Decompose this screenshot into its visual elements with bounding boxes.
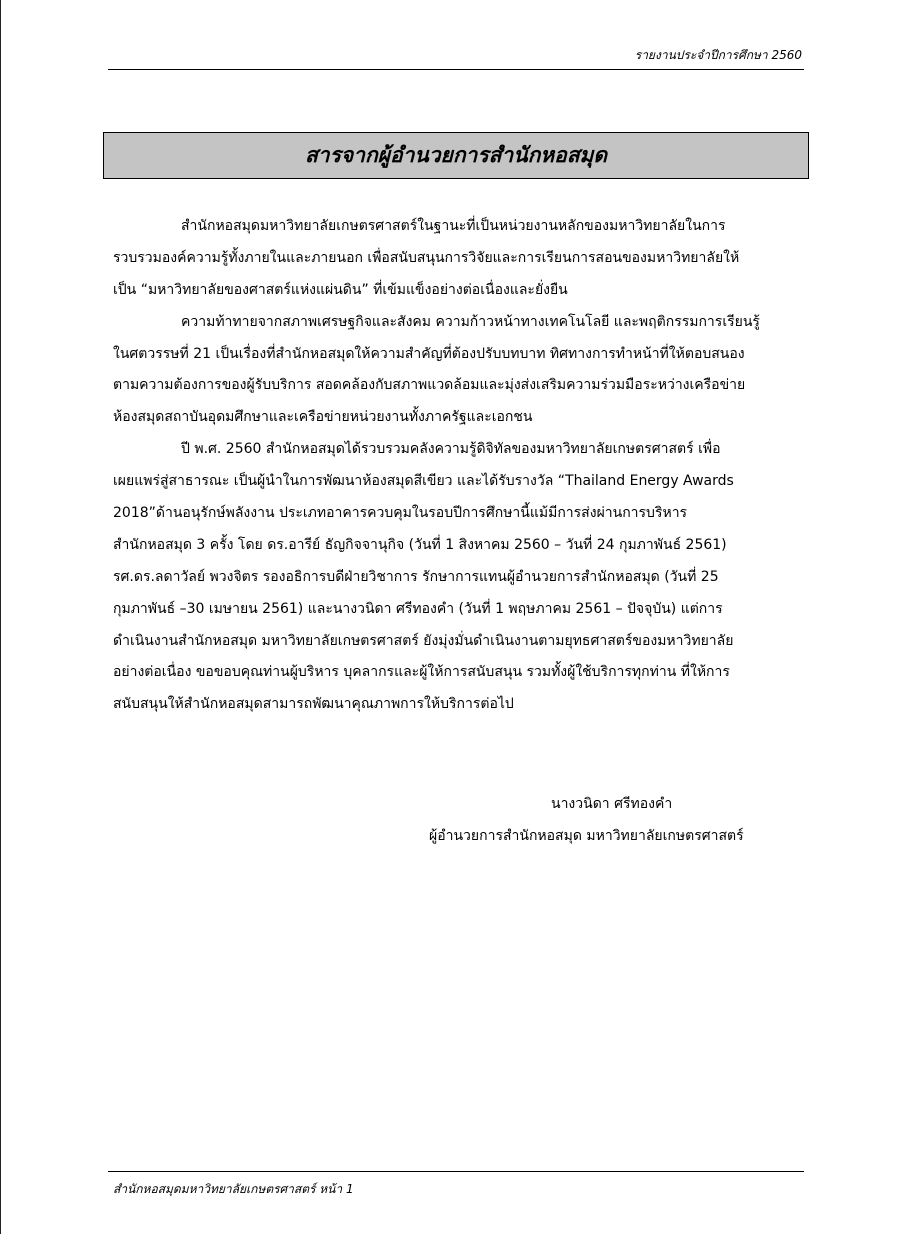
paragraph-line: สนับสนุนให้สำนักหอสมุดสามารถพัฒนาคุณภาพการให้บริการต่อไป bbox=[113, 696, 514, 713]
paragraph-line: ห้องสมุดสถาบันอุดมศึกษาและเครือข่ายหน่วยงานทั้งภาครัฐและเอกชน bbox=[113, 409, 533, 426]
paragraph-line: ดำเนินงานสำนักหอสมุด มหาวิทยาลัยเกษตรศาสตร์ ยังมุ่งมั่นดำเนินงานตามยุทธศาสตร์ของมหาวิทยาลัย bbox=[113, 632, 734, 649]
paragraph-line: รศ.ดร.ลดาวัลย์ พวงจิตร รองอธิการบดีฝ่ายวิชาการ รักษาการแทนผู้อำนวยการสำนักหอสมุด (วันที่ 25 bbox=[113, 568, 719, 585]
header-divider bbox=[108, 69, 804, 70]
page-left-edge bbox=[0, 0, 1, 1234]
running-footer: สำนักหอสมุดมหาวิทยาลัยเกษตรศาสตร์ หน้า 1 bbox=[113, 1182, 354, 1196]
paragraph-line: สำนักหอสมุดมหาวิทยาลัยเกษตรศาสตร์ในฐานะที่เป็นหน่วยงานหลักของมหาวิทยาลัยในการ bbox=[181, 218, 726, 234]
paragraph-line: ในศตวรรษที่ 21 เป็นเรื่องที่สำนักหอสมุดให้ความสำคัญที่ต้องปรับบทบาท ทิศทางการทำหน้าที่ให้ตอบสนอง bbox=[113, 345, 745, 362]
message-body bbox=[113, 211, 801, 721]
signatory-position: ผู้อำนวยการสำนักหอสมุด มหาวิทยาลัยเกษตรศาสตร์ bbox=[429, 828, 744, 844]
paragraph-line: ตามความต้องการของผู้รับบริการ สอดคล้องกับสภาพแวดล้อมและมุ่งส่งเสริมความร่วมมือระหว่างเครือข่าย bbox=[113, 377, 746, 394]
paragraph-line: อย่างต่อเนื่อง ขอขอบคุณท่านผู้บริหาร บุคลากรและผู้ให้การสนับสนุน รวมทั้งผู้ใช้บริการทุกท่าน ที่ให้การ bbox=[113, 664, 730, 681]
paragraph-line: ปี พ.ศ. 2560 สำนักหอสมุดได้รวบรวมคลังความรู้ดิจิทัลของมหาวิทยาลัยเกษตรศาสตร์ เพื่อ bbox=[181, 441, 721, 458]
paragraph-line: ความท้าทายจากสภาพเศรษฐกิจและสังคม ความก้าวหน้าทางเทคโนโลยี และพฤติกรรมการเรียนรู้ bbox=[181, 313, 760, 330]
footer-divider bbox=[108, 1171, 804, 1172]
paragraph-line: เผยแพร่สู่สาธารณะ เป็นผู้นำในการพัฒนาห้องสมุดสีเขียว และได้รับรางวัล “Thailand Energy Awards bbox=[113, 473, 734, 490]
title-box bbox=[103, 132, 809, 179]
paragraph-line: สำนักหอสมุด 3 ครั้ง โดย ดร.อารีย์ ธัญกิจจานุกิจ (วันที่ 1 สิงหาคม 2560 – วันที่ 24 กุมภาพันธ์ 2561) bbox=[113, 536, 727, 553]
paragraph-line: เป็น “มหาวิทยาลัยของศาสตร์แห่งแผ่นดิน” ที่เข้มแข็งอย่างต่อเนื่องและยั่งยืน bbox=[113, 281, 568, 298]
paragraph-line: รวบรวมองค์ความรู้ทั้งภายในและภายนอก เพื่อสนับสนุนการวิจัยและการเรียนการสอนของมหาวิทยาลัยให้ bbox=[113, 249, 740, 266]
running-header: รายงานประจำปีการศึกษา 2560 bbox=[634, 48, 802, 62]
paragraph-line: 2018”ด้านอนุรักษ์พลังงาน ประเภทอาคารควบคุมในรอบปีการศึกษานี้แม้มีการส่งผ่านการบริหาร bbox=[113, 505, 688, 522]
signatory-name: นางวนิดา ศรีทองคำ bbox=[551, 796, 673, 812]
paragraph-line: กุมภาพันธ์ –30 เมษายน 2561) และนางวนิดา ศรีทองคำ (วันที่ 1 พฤษภาคม 2561 – ปัจจุบัน) แต่การ bbox=[113, 600, 723, 617]
page-title: สารจากผู้อำนวยการสำนักหอสมุด bbox=[304, 143, 608, 167]
